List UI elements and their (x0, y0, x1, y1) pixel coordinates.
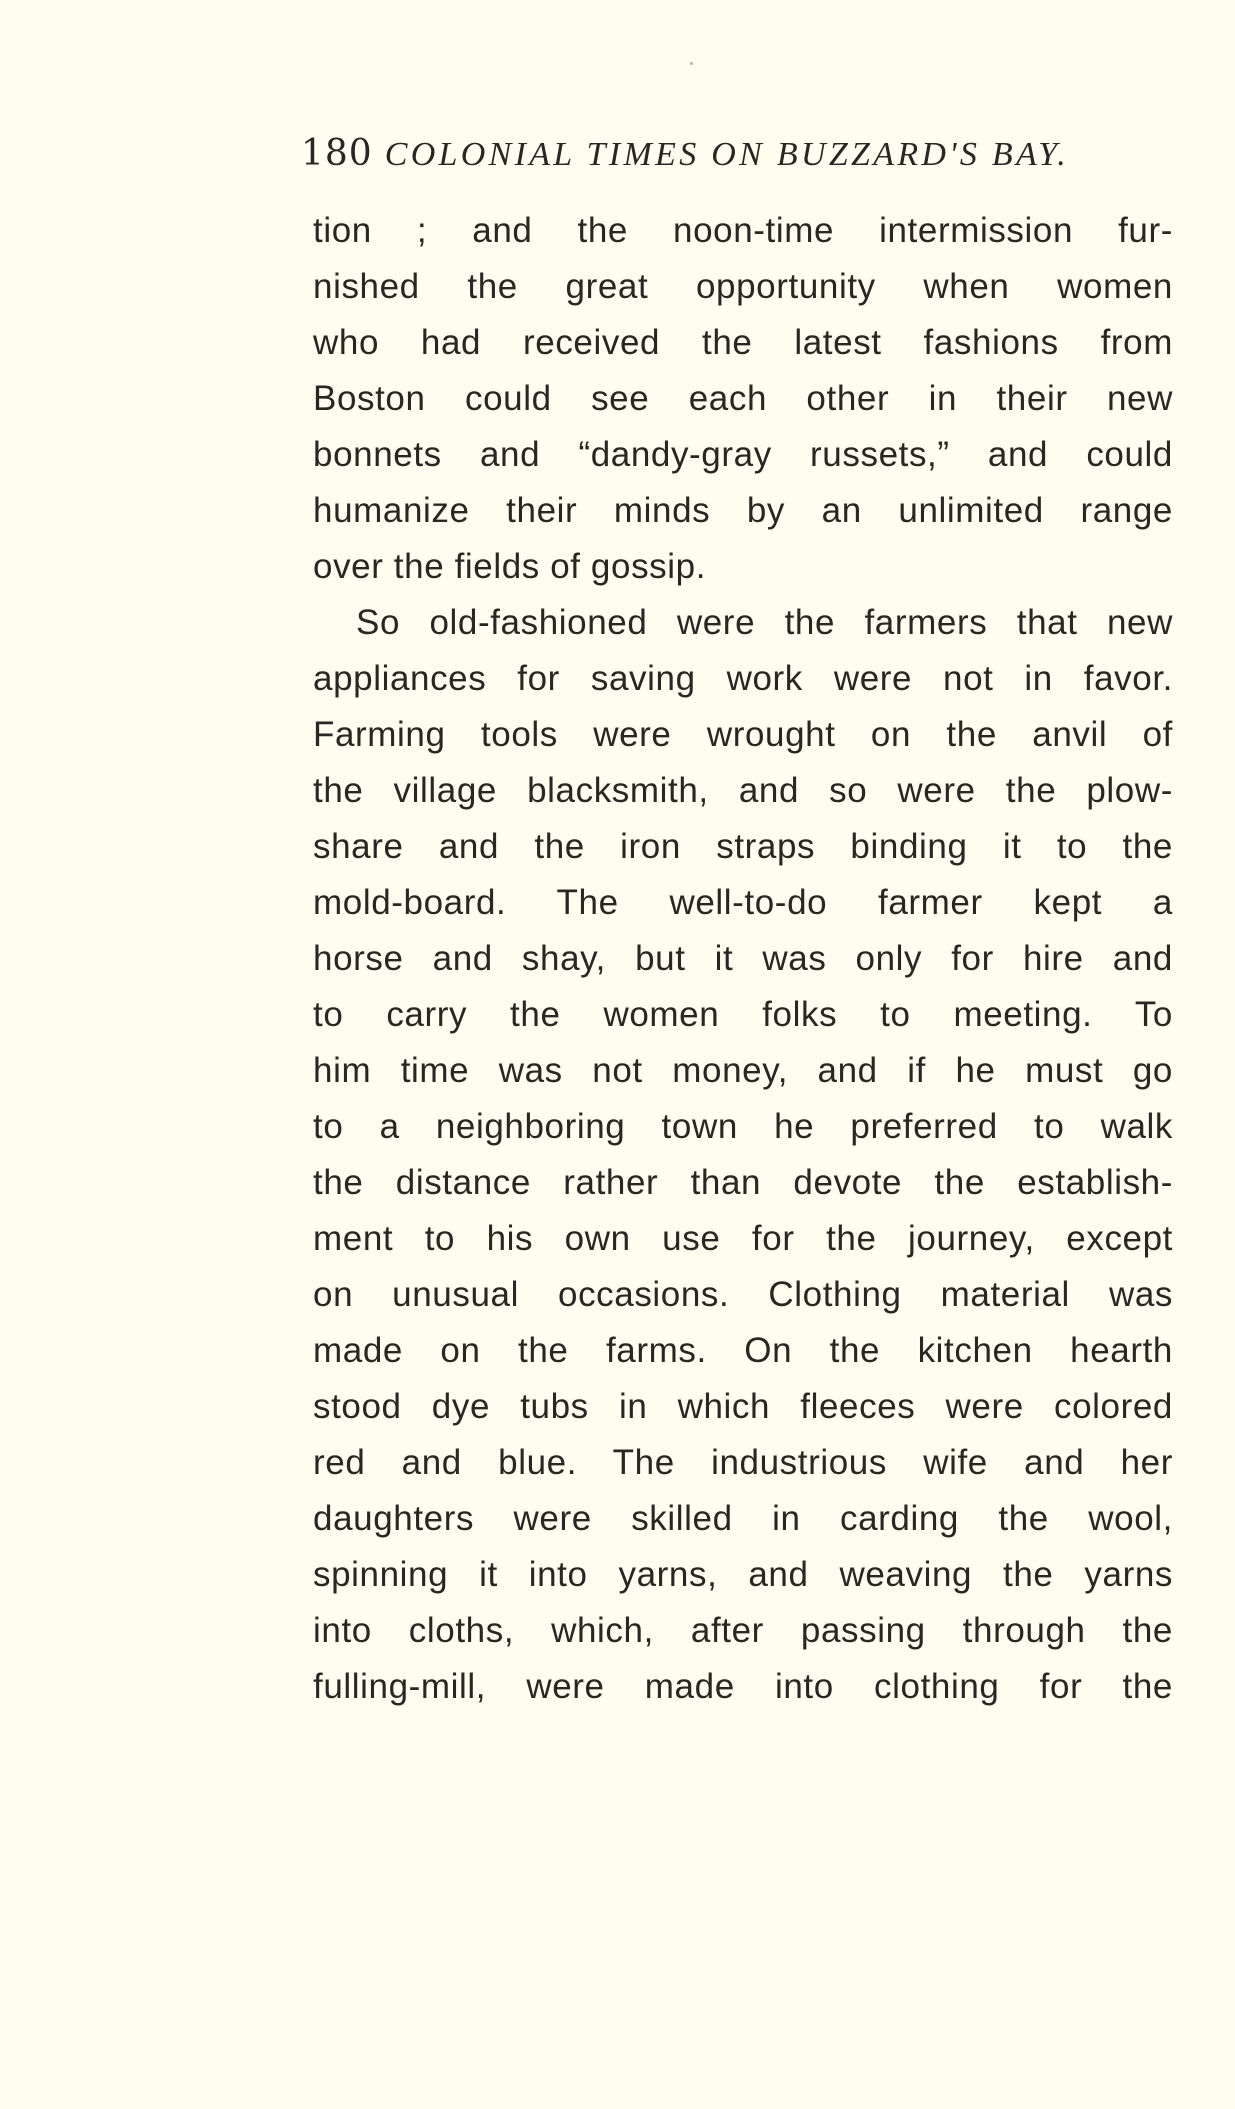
text-line: red and blue. The industrious wife and her (313, 1443, 1173, 1482)
text-line: daughters were skilled in carding the wool, (313, 1499, 1173, 1538)
text-line: nished the great opportunity when women (313, 267, 1173, 306)
running-head (301, 133, 1181, 179)
text-line: horse and shay, but it was only for hire and (313, 939, 1173, 978)
text-line: him time was not money, and if he must go (313, 1051, 1173, 1090)
text-line: ment to his own use for the journey, except (313, 1219, 1173, 1258)
text-line: to carry the women folks to meeting. To (313, 995, 1173, 1034)
text-line: Farming tools were wrought on the anvil of (313, 715, 1173, 754)
text-line: on unusual occasions. Clothing material was (313, 1275, 1173, 1314)
page-number: 180 (301, 133, 373, 174)
text-line: appliances for saving work were not in favor. (313, 659, 1173, 698)
text-line: spinning it into yarns, and weaving the yarns (313, 1555, 1173, 1594)
text-line: into cloths, which, after passing through the (313, 1611, 1173, 1650)
text-line: tion ; and the noon-time intermission fur- (313, 211, 1173, 250)
text-line: humanize their minds by an unlimited range (313, 491, 1173, 530)
running-title: COLONIAL TIMES ON BUZZARD'S BAY. (384, 136, 1070, 173)
paper-speck (690, 62, 693, 65)
text-line: share and the iron straps binding it to the (313, 827, 1173, 866)
text-line: the distance rather than devote the establish- (313, 1163, 1173, 1202)
text-line: made on the farms. On the kitchen hearth (313, 1331, 1173, 1370)
text-line: stood dye tubs in which fleeces were colored (313, 1387, 1173, 1426)
text-line: fulling-mill, were made into clothing for the (313, 1667, 1173, 1706)
text-line: to a neighboring town he preferred to walk (313, 1107, 1173, 1146)
text-line: mold-board. The well-to-do farmer kept a (313, 883, 1173, 922)
body-text (313, 203, 1173, 1715)
text-line: bonnets and “dandy-gray russets,” and could (313, 435, 1173, 474)
text-line: Boston could see each other in their new (313, 379, 1173, 418)
text-line: who had received the latest fashions from (313, 323, 1173, 362)
text-line: over the fields of gossip. (313, 547, 707, 586)
text-line: So old-fashioned were the farmers that new (356, 603, 1173, 642)
text-line: the village blacksmith, and so were the plow- (313, 771, 1173, 810)
